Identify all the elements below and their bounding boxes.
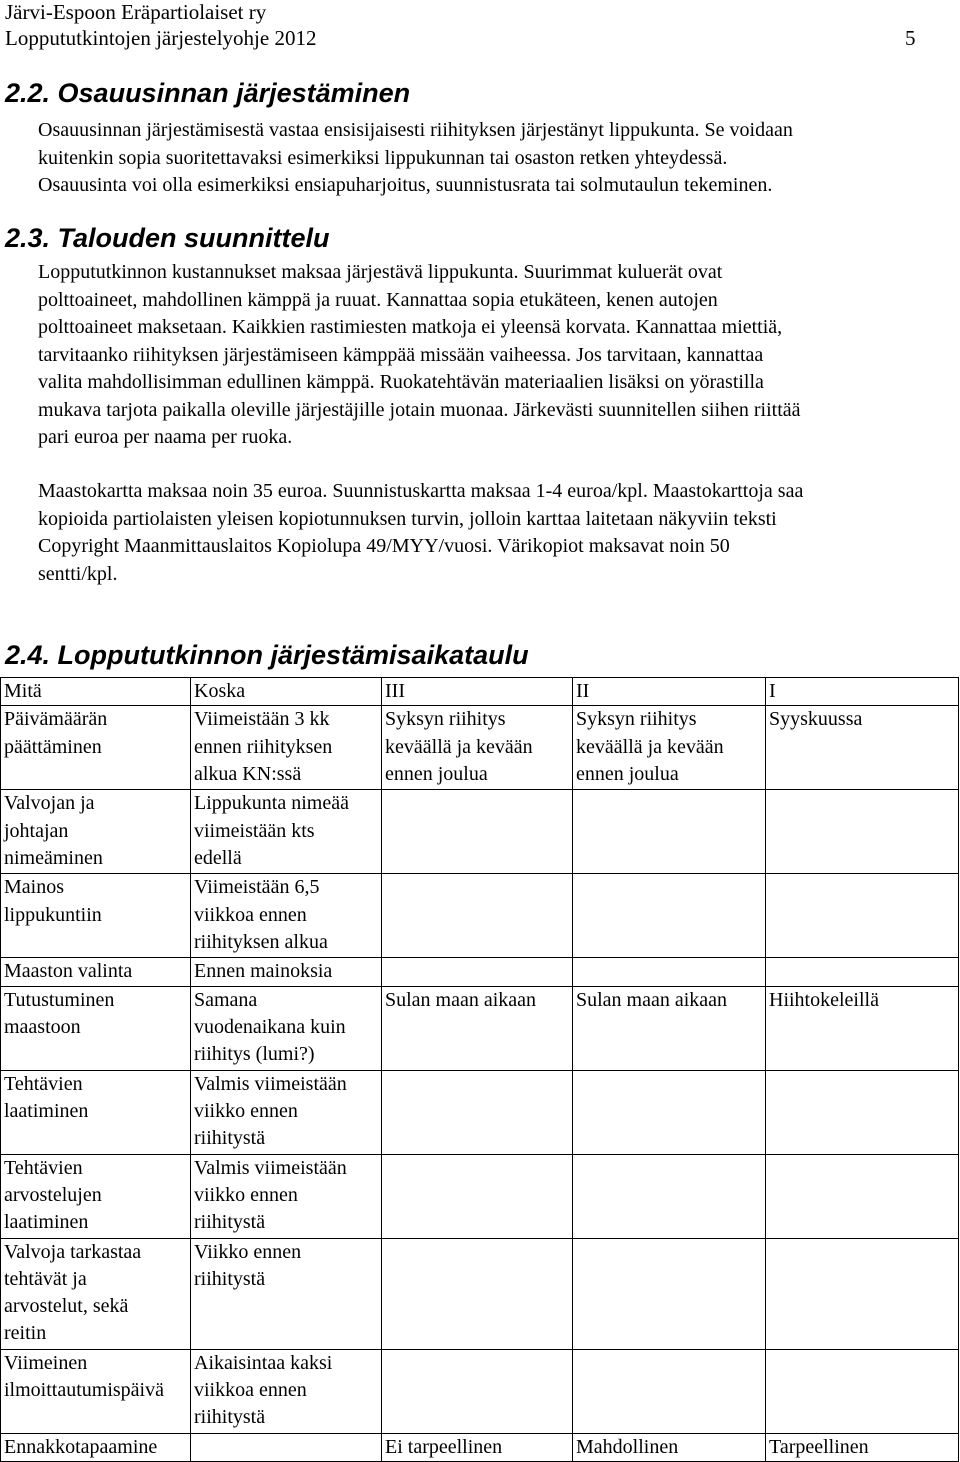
cell-line: nimeäminen: [4, 846, 103, 869]
table-cell: [1, 874, 191, 958]
table-row: [1, 1433, 959, 1461]
cell-line: Lippukunta nimeää: [194, 792, 349, 815]
cell-line: Viimeinen: [4, 1351, 88, 1374]
table-cell: [1, 1238, 191, 1349]
cell-line: Syksyn riihitys: [385, 708, 506, 731]
table-cell: [382, 958, 573, 986]
cell-line: Päivämäärän: [4, 708, 108, 731]
header-doc-title: Loppututkintojen järjestelyohje 2012: [5, 26, 317, 50]
cell-line: viimeistään kts: [194, 819, 315, 842]
table-cell: [573, 1154, 766, 1238]
table-row: [1, 1070, 959, 1154]
table-cell: [1, 1154, 191, 1238]
table-cell: [573, 986, 766, 1070]
text-line: Maastokartta maksaa noin 35 euroa. Suunnistuskartta maksaa 1-4 euroa/kpl. Maastokarttoja saa: [38, 480, 804, 502]
table-row: [1, 1154, 959, 1238]
header-cell: II: [573, 678, 766, 706]
table-cell: [1, 1070, 191, 1154]
cell-line: maastoon: [4, 1015, 81, 1038]
text-line: Osauusinnan järjestämisestä vastaa ensisijaisesti riihityksen järjestänyt lippukunta. Se voidaan: [38, 119, 793, 141]
cell-line: Viimeistään 6,5: [194, 876, 320, 899]
table-cell: [573, 1070, 766, 1154]
cell-line: Syyskuussa: [769, 708, 863, 731]
cell-line: ilmoittautumispäivä: [4, 1378, 164, 1401]
cell-line: viikko ennen: [194, 1099, 298, 1122]
table-cell: [766, 1070, 959, 1154]
cell-line: riihitys (lumi?): [194, 1043, 315, 1066]
text-line: polttoaineet maksetaan. Kaikkien rastimiesten matkoja ei yleensä korvata. Kannattaa miettiä,: [38, 316, 783, 338]
cell-line: vuodenaikana kuin: [194, 1015, 346, 1038]
cell-line: Viikko ennen: [194, 1240, 302, 1263]
table-cell: [766, 874, 959, 958]
cell-line: ennen joulua: [576, 762, 679, 785]
table-cell: [1, 986, 191, 1070]
table-cell: [1, 790, 191, 874]
table-cell: [1, 706, 191, 790]
header-cell: III: [382, 678, 573, 706]
table-cell: [382, 1154, 573, 1238]
cell-line: arvostelujen: [4, 1183, 102, 1206]
cell-line: Mahdollinen: [576, 1435, 679, 1458]
text-line: kuitenkin sopia suoritettavaksi esimerkiksi lippukunnan tai osaston retken yhteydessä.: [38, 146, 728, 169]
table-header-row: [1, 678, 959, 706]
text-line: sentti/kpl.: [38, 562, 118, 585]
table-cell: [766, 1154, 959, 1238]
cell-line: Ennen mainoksia: [194, 960, 333, 983]
table-row: [1, 958, 959, 986]
table-cell: [766, 706, 959, 790]
text-line: pari euroa per naama per ruoka.: [38, 426, 293, 448]
cell-line: Valvoja tarkastaa: [4, 1240, 142, 1263]
heading-2-2: 2.2. Osauusinnan järjestäminen: [5, 78, 411, 108]
cell-line: keväällä ja kevään: [385, 735, 533, 758]
cell-line: riihitystä: [194, 1267, 266, 1290]
table-cell: [191, 874, 382, 958]
section-2-3-paragraph-2: [38, 478, 803, 588]
table-cell: [191, 790, 382, 874]
section-2-3-paragraph-1: [38, 259, 801, 452]
cell-line: viikkoa ennen: [194, 903, 307, 926]
cell-line: Tehtävien: [4, 1156, 83, 1179]
table-cell: [573, 706, 766, 790]
table-cell: [766, 790, 959, 874]
cell-line: päättäminen: [4, 735, 102, 758]
text-line: mukava tarjota paikalla oleville järjestäjille jotain muonaa. Järkevästi suunnitellen siihen riittää: [38, 398, 801, 421]
table-cell: [382, 986, 573, 1070]
cell-line: Sulan maan aikaan: [576, 988, 728, 1011]
table-cell: [573, 1349, 766, 1433]
cell-line: Valvojan ja: [4, 792, 95, 815]
cell-line: riihitystä: [194, 1127, 266, 1150]
text-line: Loppututkinnon kustannukset maksaa järjestävä lippukunta. Suurimmat kuluerät ovat: [38, 261, 723, 283]
text-line: Osauusinta voi olla esimerkiksi ensiapuharjoitus, suunnistusrata tai solmutaulun tekeminen.: [38, 174, 773, 196]
text-line: polttoaineet, mahdollinen kämppä ja ruuat. Kannattaa sopia etukäteen, kenen autojen: [38, 288, 718, 311]
table-row: [1, 1349, 959, 1433]
cell-line: Samana: [194, 988, 258, 1011]
table-cell: [573, 790, 766, 874]
cell-line: riihitystä: [194, 1406, 266, 1429]
cell-line: viikko ennen: [194, 1183, 298, 1206]
table-cell: [766, 1349, 959, 1433]
cell-line: keväällä ja kevään: [576, 735, 724, 758]
cell-line: Syksyn riihitys: [576, 708, 697, 731]
table-cell: [1, 958, 191, 986]
cell-line: Tutustuminen: [4, 988, 115, 1011]
table-cell: [766, 986, 959, 1070]
cell-line: Viimeistään 3 kk: [194, 708, 330, 731]
table-cell: [382, 706, 573, 790]
cell-line: arvostelut, sekä: [4, 1295, 129, 1318]
cell-line: Aikaisintaa kaksi: [194, 1351, 333, 1374]
cell-line: Valmis viimeistään: [194, 1072, 347, 1095]
cell-line: ennen riihityksen: [194, 735, 333, 758]
heading-2-3: 2.3. Talouden suunnittelu: [5, 223, 330, 253]
cell-line: Maaston valinta: [4, 960, 133, 983]
table-cell: [573, 1238, 766, 1349]
cell-line: alkua KN:ssä: [194, 762, 302, 785]
text-line: valita mahdollisimman edullinen kämppä. Ruokatehtävän materiaalien lisäksi on yörastilla: [38, 371, 764, 393]
table-cell: [766, 1238, 959, 1349]
table-row: [1, 986, 959, 1070]
cell-line: Valmis viimeistään: [194, 1156, 347, 1179]
heading-2-4: 2.4. Loppututkinnon järjestämisaikataulu: [5, 640, 529, 670]
cell-line: viikkoa ennen: [194, 1378, 307, 1401]
table-cell: [382, 1349, 573, 1433]
table-row: [1, 1238, 959, 1349]
cell-line: laatiminen: [4, 1211, 89, 1234]
table-cell: [382, 790, 573, 874]
header-cell: I: [766, 678, 959, 706]
text-line: kopioida partiolaisten yleisen kopiotunnuksen turvin, jolloin karttaa laitetaan näkyviin teksti: [38, 507, 777, 530]
cell-line: reitin: [4, 1322, 47, 1345]
header-org: Järvi-Espoon Eräpartiolaiset ry: [5, 0, 267, 24]
table-row: [1, 706, 959, 790]
cell-line: ennen joulua: [385, 762, 488, 785]
cell-line: johtajan: [4, 819, 69, 842]
cell-line: Mainos: [4, 876, 64, 899]
cell-line: edellä: [194, 846, 242, 869]
cell-line: Ei tarpeellinen: [385, 1435, 503, 1458]
cell-line: Hiihtokeleillä: [769, 988, 879, 1011]
table-cell: [382, 1433, 573, 1461]
text-line: Copyright Maanmittauslaitos Kopiolupa 49/MYY/vuosi. Värikopiot maksavat noin 50: [38, 535, 730, 557]
table-cell: [382, 874, 573, 958]
table-cell: [766, 1433, 959, 1461]
schedule-table: [0, 677, 959, 1462]
cell-line: Ennakkotapaamine: [4, 1435, 158, 1458]
table-cell: [1, 1349, 191, 1433]
cell-line: Tarpeellinen: [769, 1435, 869, 1458]
table-cell: [382, 1238, 573, 1349]
table-cell: [382, 1070, 573, 1154]
cell-line: tehtävät ja: [4, 1267, 87, 1290]
table-row: [1, 790, 959, 874]
table-cell: [573, 958, 766, 986]
table-cell: [573, 874, 766, 958]
table-cell: [191, 1349, 382, 1433]
table-cell: [191, 1238, 382, 1349]
section-2-2-paragraph: [38, 117, 793, 200]
table-cell: [191, 1070, 382, 1154]
table-cell: [191, 1154, 382, 1238]
header-cell: Koska: [191, 678, 382, 706]
cell-line: Sulan maan aikaan: [385, 988, 537, 1011]
cell-line: lippukuntiin: [4, 903, 102, 926]
header-cell: Mitä: [1, 678, 191, 706]
table-cell: [191, 706, 382, 790]
page-number: 5: [905, 26, 916, 50]
cell-line: Tehtävien: [4, 1072, 83, 1095]
cell-line: riihitystä: [194, 1211, 266, 1234]
table-cell: [1, 1433, 191, 1461]
table-cell: [766, 958, 959, 986]
cell-line: laatiminen: [4, 1099, 89, 1122]
table-cell: [191, 986, 382, 1070]
table-row: [1, 874, 959, 958]
cell-line: riihityksen alkua: [194, 930, 328, 953]
text-line: tarvitaanko riihityksen järjestämiseen kämppää missään vaiheessa. Jos tarvitaan, kannattaa: [38, 343, 764, 366]
table-cell: [573, 1433, 766, 1461]
table-cell: [191, 958, 382, 986]
table-cell: [191, 1433, 382, 1461]
